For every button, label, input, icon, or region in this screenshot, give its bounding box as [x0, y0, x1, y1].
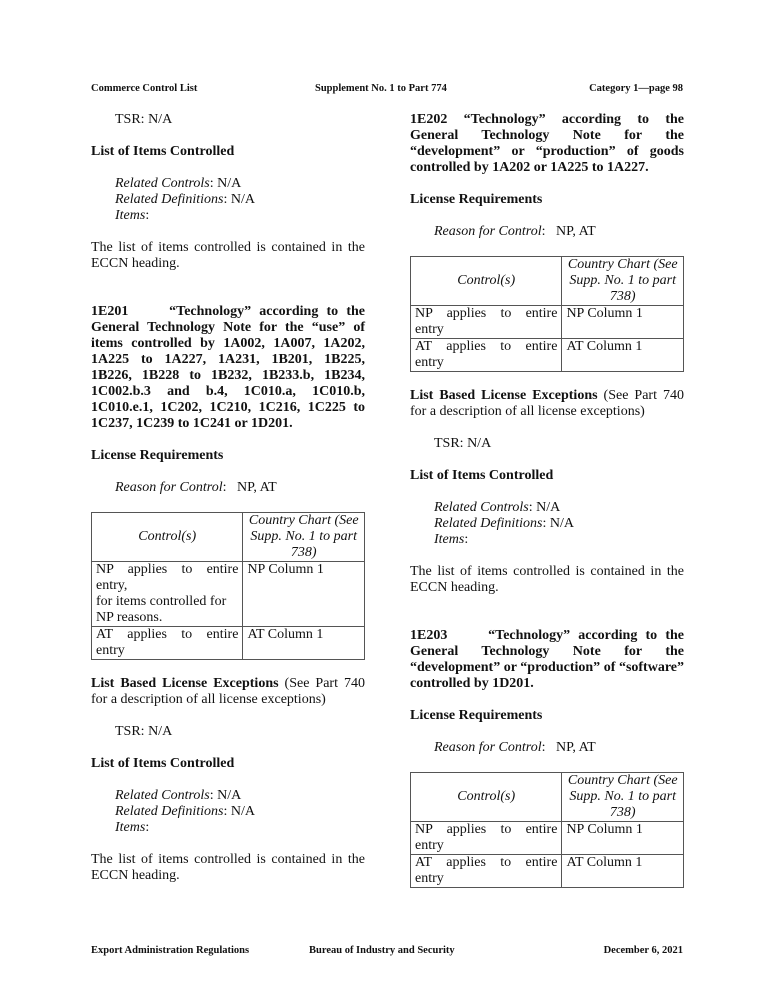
items-label: Items:: [115, 208, 150, 223]
header-document-title: Commerce Control List: [91, 83, 198, 94]
list-text: The list of items controlled is contained in the ECCN heading.: [410, 564, 684, 595]
related-controls: Related Controls: N/A: [115, 788, 242, 803]
license-requirements-heading: License Requirements: [91, 448, 224, 463]
table-header-controls: Control(s): [92, 513, 243, 562]
license-requirements-heading: License Requirements: [410, 708, 543, 723]
table-row: AT applies to entire entry AT Column 1: [92, 627, 365, 660]
reason-for-control: Reason for Control: NP, AT: [434, 224, 596, 239]
list-items-heading: List of Items Controlled: [91, 756, 235, 771]
license-exceptions: List Based License Exceptions (See Part 740 for a description of all license exceptions): [410, 388, 684, 419]
left-column: [91, 112, 369, 884]
table-row: AT applies to entire entry AT Column 1: [411, 339, 684, 372]
items-label: Items:: [434, 532, 469, 547]
table-row: NP applies to entire entry, for items controlled for NP reasons. NP Column 1: [92, 562, 365, 627]
eccn-1e201-heading: 1E201 “Technology” according to the General Technology Note for the “use” of items controlled by 1A002, 1A007, 1A202, 1A225 to 1A227, 1A231, 1B201, 1B225, 1B226, 1B228 to 1B232, 1B233.b, 1B234, 1C002.b.3 and b.4, 1C010.a, 1C010.b, 1C010.e.1, 1C202, 1C210, 1C216, 1C225 to 1C237, 1C239 to 1C241 or 1D201.: [91, 304, 369, 431]
footer-bureau: Bureau of Industry and Security: [309, 945, 455, 956]
footer-date: December 6, 2021: [603, 945, 683, 956]
right-column: [410, 112, 688, 888]
table-row: NP applies to entire entry NP Column 1: [411, 822, 684, 855]
list-text: The list of items controlled is contained in the ECCN heading.: [91, 852, 365, 883]
table-header-country-chart: Country Chart (See Supp. No. 1 to part 738): [243, 513, 365, 562]
table-row: NP applies to entire entry NP Column 1: [411, 306, 684, 339]
table-header-controls: Control(s): [411, 257, 562, 306]
table-header-row: [92, 513, 365, 562]
related-definitions: Related Definitions: N/A: [115, 192, 255, 207]
list-items-heading: List of Items Controlled: [410, 468, 554, 483]
license-requirements-table: [410, 256, 684, 372]
table-header-row: [411, 257, 684, 306]
related-controls: Related Controls: N/A: [434, 500, 561, 515]
tsr-line: TSR: N/A: [434, 436, 492, 451]
reason-for-control: Reason for Control: NP, AT: [434, 740, 596, 755]
tsr-line: TSR: N/A: [115, 112, 173, 127]
eccn-1e202-heading: 1E202 “Technology” according to the General Technology Note for the “development” or “production” of goods controlled by 1A202 or 1A225 to 1A227.: [410, 112, 684, 175]
table-header-controls: Control(s): [411, 773, 562, 822]
header-page-number: Category 1—page 98: [589, 83, 683, 94]
license-exceptions: List Based License Exceptions (See Part 740 for a description of all license exceptions): [91, 676, 365, 707]
reason-for-control: Reason for Control: NP, AT: [115, 480, 277, 495]
items-label: Items:: [115, 820, 150, 835]
license-requirements-heading: License Requirements: [410, 192, 543, 207]
license-requirements-table: [91, 512, 365, 660]
header-supplement: Supplement No. 1 to Part 774: [315, 83, 447, 94]
eccn-1e203-heading: 1E203 “Technology” according to the General Technology Note for the “development” or “production” of “software” controlled by 1D201.: [410, 628, 688, 691]
footer-regulations: Export Administration Regulations: [91, 945, 250, 956]
related-definitions: Related Definitions: N/A: [434, 516, 574, 531]
tsr-line: TSR: N/A: [115, 724, 173, 739]
license-requirements-table: [410, 772, 684, 888]
list-items-heading: List of Items Controlled: [91, 144, 235, 159]
table-header-country-chart: Country Chart (See Supp. No. 1 to part 738): [562, 257, 684, 306]
related-controls: Related Controls: N/A: [115, 176, 242, 191]
related-definitions: Related Definitions: N/A: [115, 804, 255, 819]
table-header-country-chart: Country Chart (See Supp. No. 1 to part 738): [562, 773, 684, 822]
list-text: The list of items controlled is contained in the ECCN heading.: [91, 240, 365, 271]
table-header-row: [411, 773, 684, 822]
table-row: AT applies to entire entry AT Column 1: [411, 855, 684, 888]
